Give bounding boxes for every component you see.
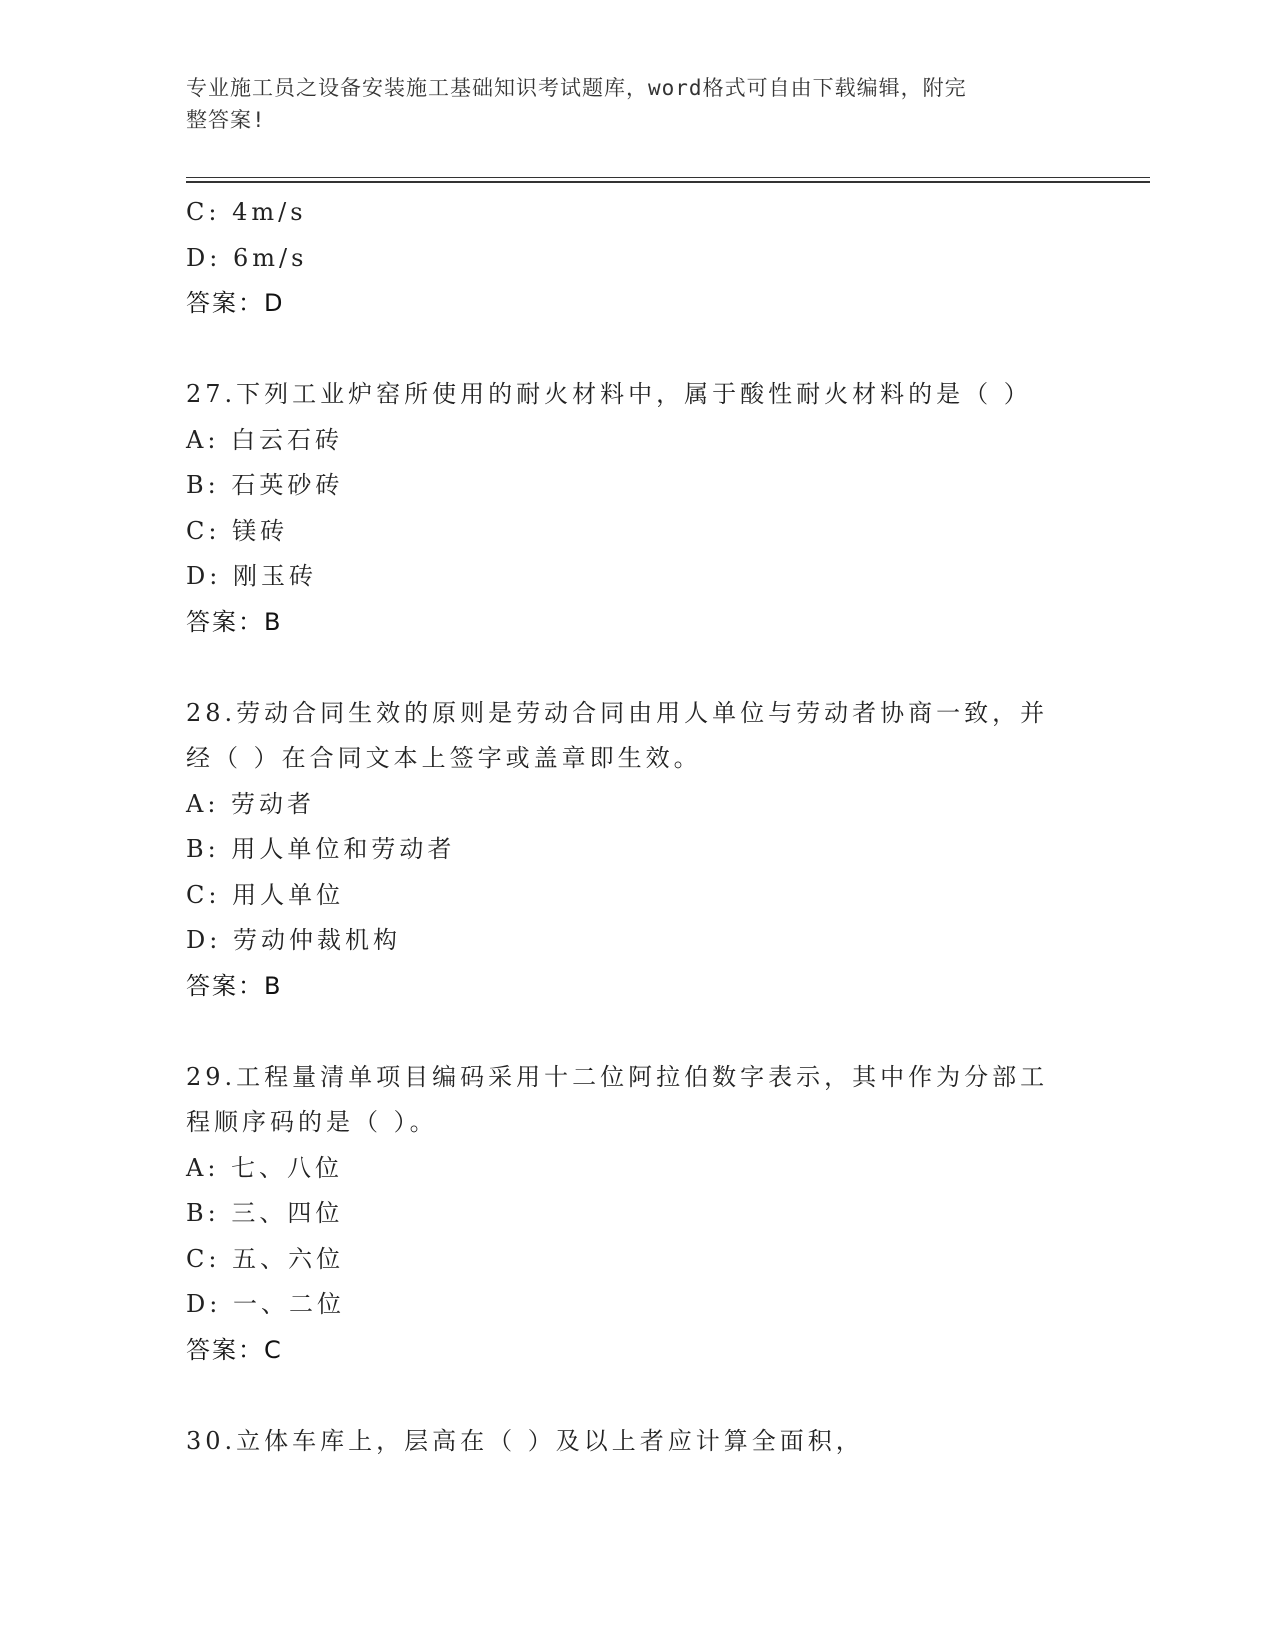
question-28 xyxy=(186,691,1086,1010)
header-divider-thin xyxy=(186,177,1150,178)
question-26-tail xyxy=(186,190,1086,327)
question-29 xyxy=(186,1055,1086,1374)
question-stem-line-2: 经（ ）在合同文本上签字或盖章即生效。 xyxy=(186,744,702,772)
option-d: D: 刚玉砖 xyxy=(186,562,317,590)
question-stem-line-2: 程顺序码的是（ ）。 xyxy=(186,1108,438,1136)
question-list xyxy=(186,190,1086,1464)
question-stem-line-1: 28.劳动合同生效的原则是劳动合同由用人单位与劳动者协商一致，并 xyxy=(186,698,1049,727)
option-d: D: 一、二位 xyxy=(186,1290,345,1318)
option-b: B: 三、四位 xyxy=(186,1199,344,1227)
option-b: B: 用人单位和劳动者 xyxy=(186,835,456,863)
option-c: C: 五、六位 xyxy=(186,1244,345,1273)
answer: 答案：D xyxy=(186,289,285,317)
option-d: D: 劳动仲裁机构 xyxy=(186,926,401,954)
question-stem: 27.下列工业炉窑所使用的耐火材料中，属于酸性耐火材料的是（ ） xyxy=(186,380,1032,408)
option-b: B: 石英砂砖 xyxy=(186,471,344,499)
document-header xyxy=(186,72,1086,136)
answer: 答案：B xyxy=(186,607,283,636)
option-a: A: 白云石砖 xyxy=(186,425,344,454)
option-c: C: 镁砖 xyxy=(186,516,289,545)
question-stem: 30.立体车库上，层高在（ ）及以上者应计算全面积， xyxy=(186,1426,864,1455)
option-c: C: 4m/s xyxy=(186,198,307,226)
header-line-1: 专业施工员之设备安装施工基础知识考试题库，word格式可自由下载编辑，附完 xyxy=(186,76,967,100)
question-27 xyxy=(186,372,1086,645)
option-a: A: 劳动者 xyxy=(186,789,316,818)
header-divider-thick xyxy=(186,181,1150,183)
question-stem-line-1: 29.工程量清单项目编码采用十二位阿拉伯数字表示，其中作为分部工 xyxy=(186,1062,1049,1091)
option-a: A: 七、八位 xyxy=(186,1153,344,1182)
answer: 答案：C xyxy=(186,1335,283,1364)
answer: 答案：B xyxy=(186,971,283,1000)
question-30 xyxy=(186,1419,1086,1465)
option-c: C: 用人单位 xyxy=(186,880,345,909)
header-line-2: 整答案! xyxy=(186,108,266,132)
option-d: D: 6m/s xyxy=(186,243,308,272)
